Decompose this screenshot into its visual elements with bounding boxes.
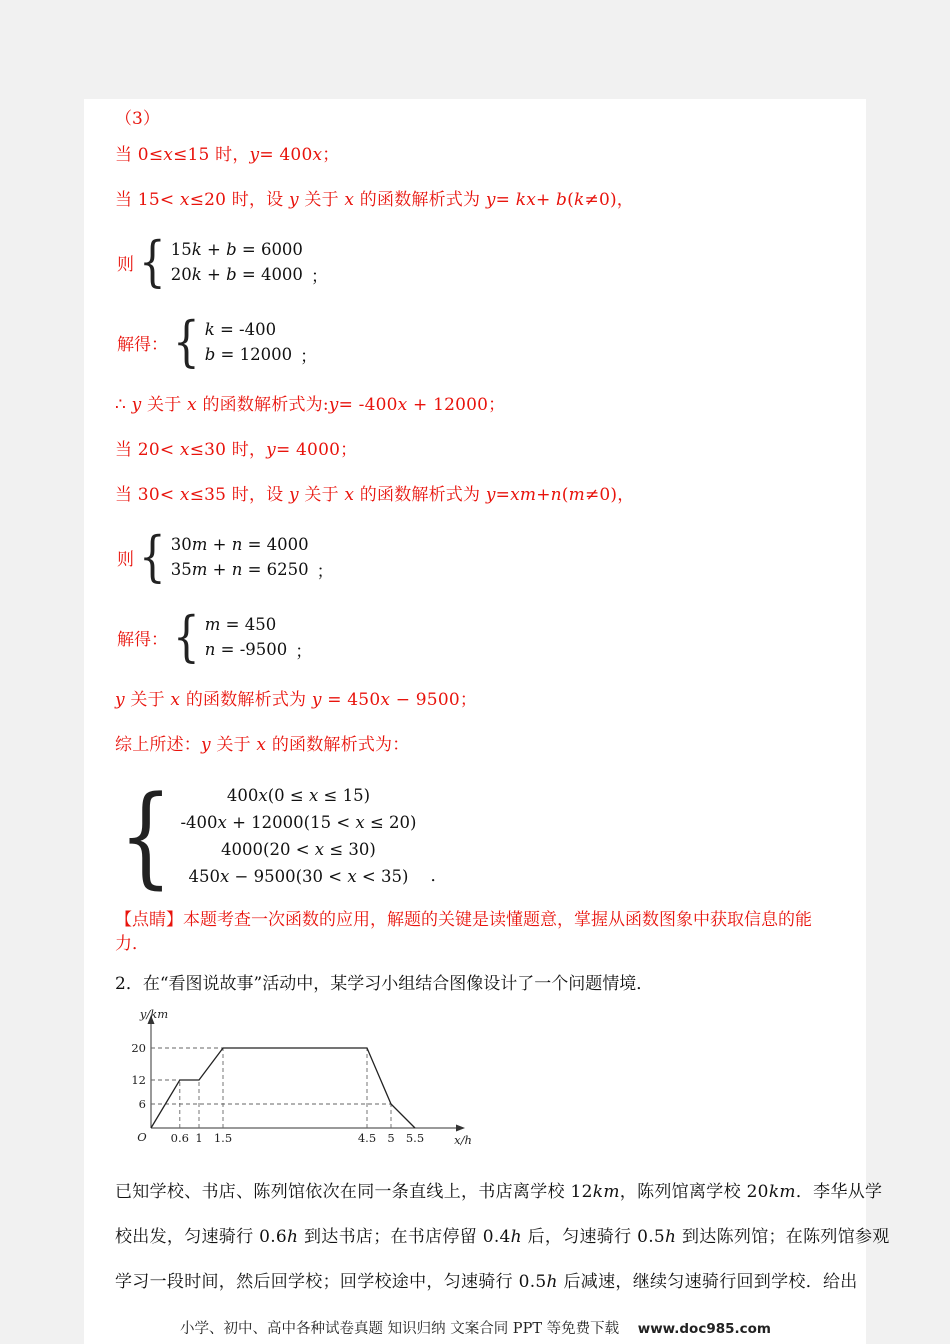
conclusion-line-2: y 关于 x 的函数解析式为 y = 450x − 9500； [115, 690, 478, 710]
equation-system-1 [117, 229, 836, 294]
equation-system-2 [117, 309, 836, 374]
svg-text:x/h: x/h [454, 1133, 472, 1147]
left-brace-icon: { [173, 604, 200, 669]
svg-text:6: 6 [138, 1097, 146, 1111]
equation-system-3 [117, 524, 836, 589]
system-label: 解得： [117, 629, 168, 650]
equation: 20k + b = 4000 [170, 264, 303, 284]
left-brace-icon: { [173, 309, 200, 374]
equation: k = -400 [204, 319, 277, 339]
equation-system-4 [117, 604, 836, 669]
problem-2-text-line: 学习一段时间，然后回学校；回学校途中，匀速骑行 0.5h 后减速，继续匀速骑行回到学校．给出 [115, 1272, 858, 1292]
system-punctuation: ； [300, 347, 318, 367]
piecewise-row: 4000(20 < x ≤ 30) [221, 839, 376, 859]
system-label: 解得： [117, 334, 168, 355]
case-line-3: 当 20< x≤30 时，y= 4000； [115, 440, 358, 460]
piecewise-punctuation: ． [430, 866, 448, 886]
system-label: 则 [117, 549, 134, 570]
problem-2-text-line: 校出发，匀速骑行 0.6h 到达书店；在书店停留 0.4h 后，匀速骑行 0.5h 到达陈列馆；在陈列馆参观 [115, 1227, 890, 1247]
svg-text:5.5: 5.5 [405, 1131, 425, 1145]
distance-time-graph [121, 1006, 836, 1158]
system-label: 则 [117, 254, 134, 275]
piecewise-rows [180, 783, 416, 890]
page-footer [115, 1317, 836, 1338]
problem-2-text-line: 已知学校、书店、陈列馆依次在同一条直线上，书店离学校 12km，陈列馆离学校 20km．李华从学 [115, 1182, 883, 1202]
svg-text:4.5: 4.5 [357, 1131, 377, 1145]
footer-text: 小学、初中、高中各种试卷真题 知识归纳 文案合同 PPT 等免费下载 [179, 1321, 620, 1337]
svg-text:20: 20 [131, 1041, 146, 1055]
equations [171, 239, 303, 286]
piecewise-row: 450x − 9500(30 < x < 35) [188, 866, 409, 886]
summary-line: 综上所述：y 关于 x 的函数解析式为： [115, 735, 410, 755]
case-line-2: 当 15< x≤20 时，设 y 关于 x 的函数解析式为 y= kx+ b(k≠0)， [115, 190, 634, 210]
problem-2-intro: 2．在“看图说故事”活动中，某学习小组结合图像设计了一个问题情境． [115, 974, 654, 994]
part-3-heading: （3） [115, 109, 160, 129]
equations [205, 614, 288, 661]
svg-text:O: O [137, 1130, 147, 1144]
piecewise-row: -400x + 12000(15 < x ≤ 20) [180, 812, 417, 832]
document-page [84, 99, 890, 1344]
equation: 35m + n = 6250 [170, 559, 309, 579]
analysis-note: 【点睛】本题考查一次函数的应用，解题的关键是读懂题意，掌握从函数图象中获取信息的能力． [115, 910, 812, 954]
left-brace-icon: { [139, 524, 166, 589]
case-line-4: 当 30< x≤35 时，设 y 关于 x 的函数解析式为 y=xm+n(m≠0)， [115, 485, 635, 505]
case-line-1: 当 0≤x≤15 时，y= 400x； [115, 145, 340, 165]
footer-site-url: www.doc985.com [637, 1321, 771, 1337]
svg-text:1.5: 1.5 [213, 1131, 233, 1145]
problem-2-body [115, 1170, 890, 1305]
svg-text:1: 1 [195, 1131, 203, 1145]
left-brace-icon: { [119, 772, 173, 900]
graph-svg [121, 1006, 481, 1158]
left-brace-icon: { [139, 229, 166, 294]
equation: m = 450 [204, 614, 277, 634]
conclusion-line-1: ∴ y 关于 x 的函数解析式为:y= -400x + 12000； [115, 395, 506, 415]
svg-text:y/km: y/km [139, 1007, 169, 1021]
system-punctuation: ； [316, 562, 334, 582]
equations [171, 534, 309, 581]
piecewise-row: 400x(0 ≤ x ≤ 15) [226, 785, 371, 805]
equation: 30m + n = 4000 [170, 534, 309, 554]
equation: n = -9500 [204, 639, 288, 659]
equations [205, 319, 292, 366]
system-punctuation: ； [295, 642, 313, 662]
system-punctuation: ； [310, 267, 328, 287]
svg-text:5: 5 [387, 1131, 395, 1145]
svg-text:0.6: 0.6 [170, 1131, 189, 1145]
equation: 15k + b = 6000 [170, 239, 303, 259]
svg-text:12: 12 [131, 1073, 146, 1087]
piecewise-function-block [119, 772, 836, 900]
equation: b = 12000 [204, 344, 293, 364]
